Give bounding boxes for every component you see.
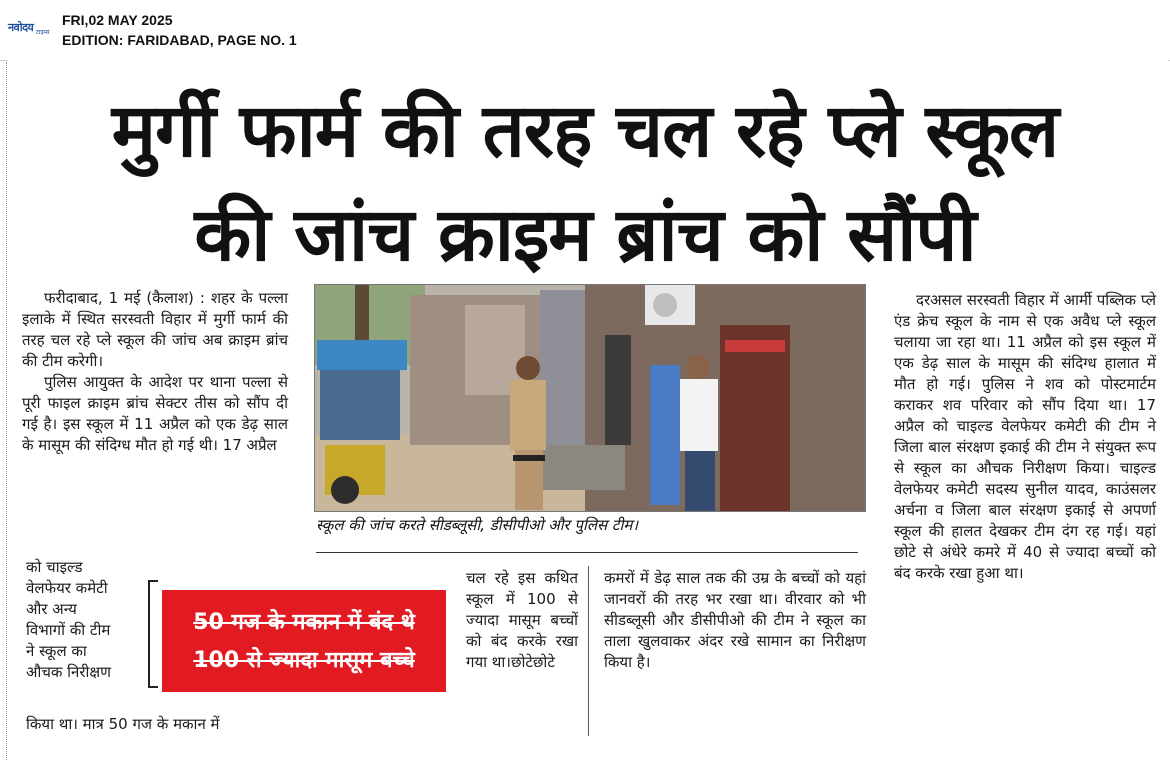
narrow-line: को चाइल्ड <box>26 558 83 576</box>
publication-date: FRI,02 MAY 2025 <box>62 12 173 28</box>
headline-line-2: की जांच क्राइम ब्रांच को सौंपी <box>194 192 976 278</box>
right-column <box>894 290 1156 584</box>
narrow-line: विभागों की टीम <box>26 621 111 639</box>
narrow-line: औचक निरीक्षण <box>26 663 111 681</box>
photo-scene <box>315 285 865 511</box>
left-column <box>22 288 288 456</box>
callout-bracket <box>148 580 158 688</box>
article-paragraph-1: फरीदाबाद, 1 मई (कैलाश) : शहर के पल्ला इलाके में स्थित सरस्वती विहार में मुर्गी फार्म की तरह चल रहे प्ले स्कूल की जांच अब क्राइम ब्रांच की टीम करेगी। <box>22 289 288 370</box>
article-photo[interactable] <box>314 284 866 512</box>
callout-box <box>162 590 446 692</box>
edition-info <box>62 10 297 50</box>
callout-line-1: 50 गज के मकान में बंद थे <box>193 610 415 635</box>
logo-text: नवोदय <box>8 21 34 34</box>
narrow-line: वेलफेयर कमेटी <box>26 579 108 597</box>
column-divider <box>588 566 589 736</box>
left-column-narrow <box>26 557 142 683</box>
middle-right-column: कमरों में डेढ़ साल तक की उम्र के बच्चों को यहां जानवरों की तरह भर रखा था। वीरवार को भी सीडब्लूसी और डीसीपीओ की टीम ने स्कूल का ताला खुलवाकर अंदर रखे सामान का निरीक्षण किया है। <box>604 569 866 671</box>
edition-page: EDITION: FARIDABAD, PAGE NO. 1 <box>62 32 297 48</box>
callout-line-2: 100 से ज्यादा मासूम बच्चे <box>193 648 415 673</box>
narrow-line: ने स्कूल का <box>26 642 87 660</box>
edition-header <box>0 0 1170 61</box>
headline-line-1: मुर्गी फार्म की तरह चल रहे प्ले स्कूल <box>111 88 1059 174</box>
narrow-line: और अन्य <box>26 600 77 618</box>
photo-caption: स्कूल की जांच करते सीडब्लूसी, डीसीपीओ और पुलिस टीम। <box>316 516 639 534</box>
left-column-last-line: किया था। मात्र 50 गज के मकान में <box>26 715 220 733</box>
caption-rule <box>316 552 858 553</box>
right-paragraph: दरअसल सरस्वती विहार में आर्मी पब्लिक प्ले एंड क्रेच स्कूल के नाम से एक अवैध प्ले स्कूल चलाया जा रहा था। 11 अप्रैल को इस स्कूल में एक डेढ़ साल के मासूम की संदिग्ध हालात में मौत हो गई। पुलिस ने शव को पोस्टमार्टम कराकर शव परिवार को सौंप दिया था। 17 अप्रैल को चाइल्ड वेलफेयर कमेटी की टीम ने जिला बाल संरक्षण इकाई की टीम ने संयुक्त रूप से स्कूल का औचक निरीक्षण किया। चाइल्ड वेलफेयर कमेटी सदस्य सुनील यादव, काउंसलर अर्चना व जिला बाल संरक्षण इकाई से अपर्णा स्कूल की हालत देखकर टीम दंग रह गई। यहां छोटे से अंधेरे कमरे में 40 से ज्यादा बच्चों को बंद करके रखा हुआ था। <box>894 291 1156 582</box>
newspaper-logo[interactable] <box>8 18 52 42</box>
logo-subtext: टाइम्स <box>36 29 50 36</box>
article-paragraph-2: पुलिस आयुक्त के आदेश पर थाना पल्ला से पूरी फाइल क्राइम ब्रांच सेक्टर तीस को सौंप दी गई है। इस स्कूल में 11 अप्रैल को एक डेढ़ साल के मासूम की संदिग्ध मौत हो गई थी। 17 अप्रैल <box>22 373 288 454</box>
middle-column: चल रहे इस कथित स्कूल में 100 से ज्यादा मासूम बच्चों को बंद करके रखा गया था।छोटेछोटे <box>466 569 578 671</box>
